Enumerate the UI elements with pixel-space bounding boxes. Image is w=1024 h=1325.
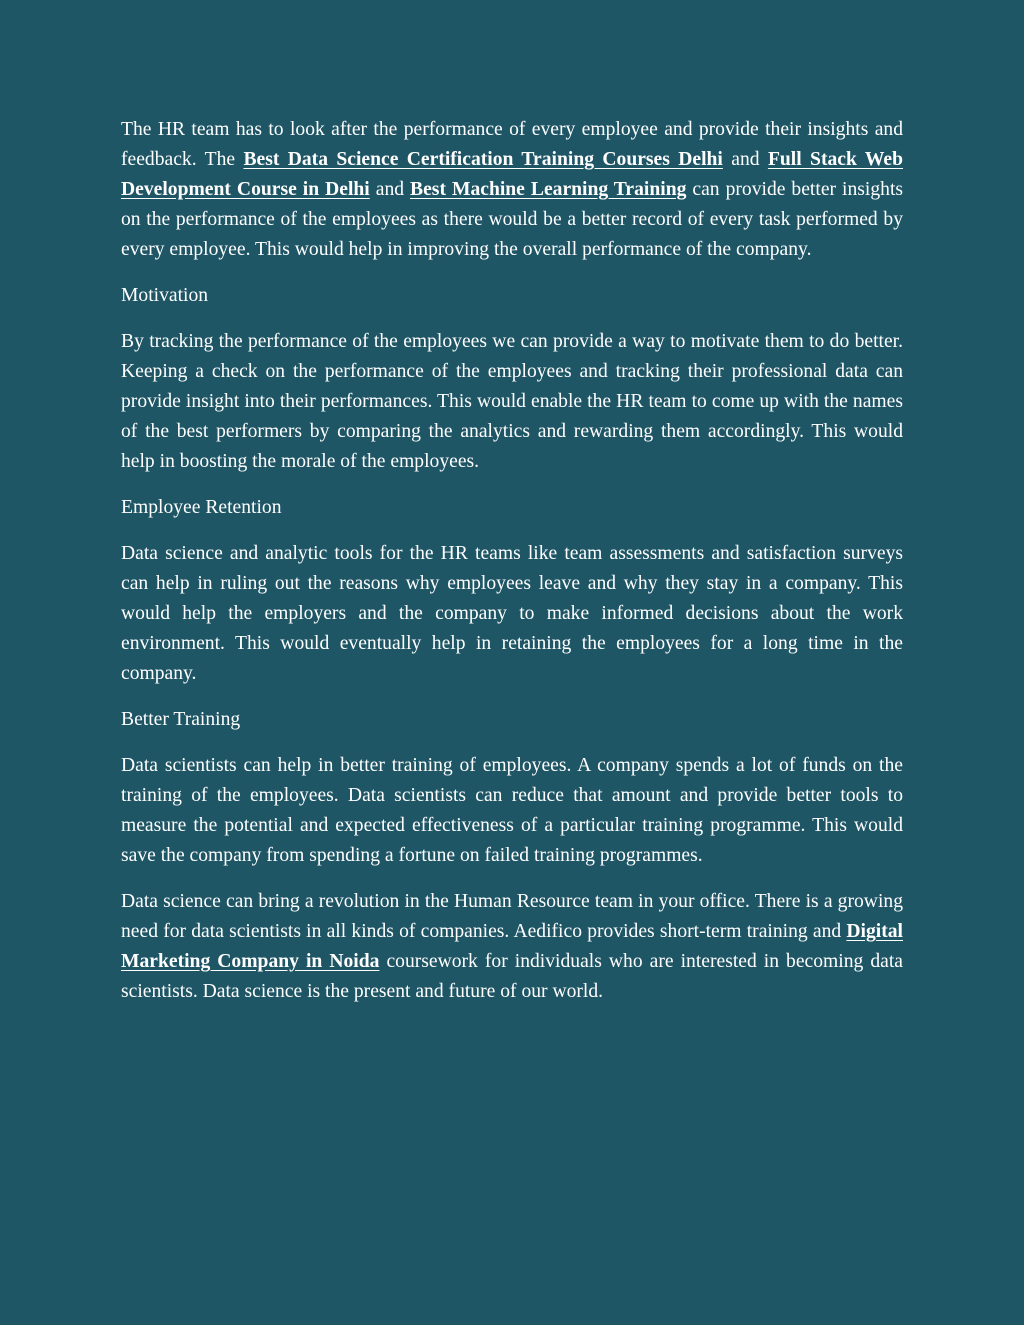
paragraph-motivation: By tracking the performance of the employees we can provide a way to motivate them to do better. Keeping a check on the performance of the employees and tracking their professional data can provide insight into their performances. This would enable the HR team to come up with the names of the best performers by comparing the analytics and rewarding them accordingly. This would help in boosting the morale of the employees. <box>121 331 903 472</box>
link-machine-learning-training[interactable]: Best Machine Learning Training <box>410 179 687 200</box>
document-body <box>121 115 903 1023</box>
paragraph-text: can provide better insights on the performance of the employees as there would be a better record of every task performed by every employee. This would help in improving the overall performance of the company. <box>121 179 904 260</box>
heading-motivation: Motivation <box>121 285 209 306</box>
paragraph-employee-retention: Data science and analytic tools for the HR teams like team assessments and satisfaction surveys can help in ruling out the reasons why employees leave and why they stay in a company. This would help the employers and the company to make informed decisions about the work environment. This would eventually help in retaining the employees for a long time in the company. <box>121 543 903 684</box>
paragraph-text: and <box>369 179 411 200</box>
paragraph-text: and <box>722 149 768 170</box>
link-data-science-certification[interactable]: Best Data Science Certification Training Courses Delhi <box>243 149 723 170</box>
paragraph-better-training: Data scientists can help in better training of employees. A company spends a lot of funds on the training of the employees. Data scientists can reduce that amount and provide better tools to measure the potential and expected effectiveness of a particular training programme. This would save the company from spending a fortune on failed training programmes. <box>121 755 903 866</box>
heading-better-training: Better Training <box>121 709 241 730</box>
paragraph-conclusion <box>121 887 903 1007</box>
link-full-stack-web-development[interactable]: Full Stack Web Development Course in Delhi <box>121 149 903 200</box>
paragraph-text: Data science can bring a revolution in the Human Resource team in your office. There is a growing need for data scientists in all kinds of companies. Aedifico provides short-term training and <box>121 891 903 942</box>
paragraph-text: The HR team has to look after the performance of every employee and provide their insights and feedback. The <box>121 119 903 170</box>
paragraph-text: coursework for individuals who are interested in becoming data scientists. Data science is the present and future of our world. <box>121 951 903 1002</box>
paragraph-hr-insights <box>121 115 903 265</box>
heading-employee-retention: Employee Retention <box>121 497 282 518</box>
link-digital-marketing-company[interactable]: Digital Marketing Company in Noida <box>121 921 903 972</box>
